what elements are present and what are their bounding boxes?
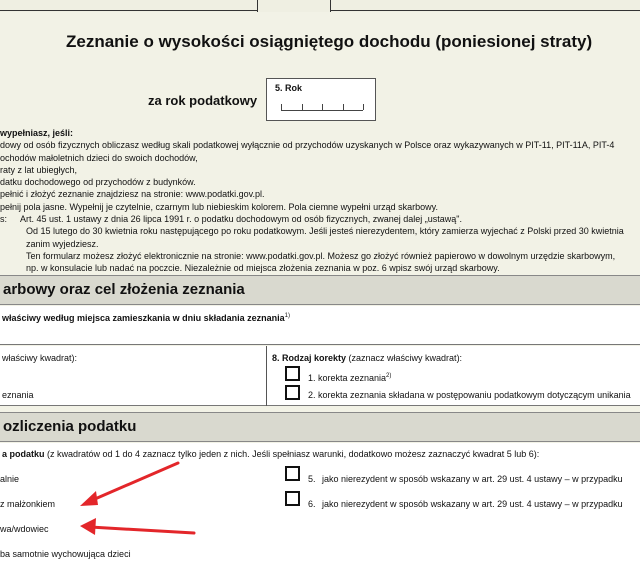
top-border-left <box>0 10 258 11</box>
year-label: za rok podatkowy <box>148 93 258 108</box>
arrow-to-opt3 <box>80 518 194 535</box>
method-opt6-num: 6. <box>308 499 316 509</box>
purpose-label: właściwy kwadrat): <box>2 353 78 363</box>
method-opt-4: ba samotnie wychowująca dzieci <box>0 549 131 559</box>
correction-label: 8. Rodzaj korekty (zaznacz właściwy kwadrat): <box>272 353 463 363</box>
tax-office-field[interactable] <box>0 306 640 345</box>
correction-opt2-checkbox[interactable] <box>285 385 300 400</box>
method-opt-1: alnie <box>0 474 20 484</box>
info-block <box>0 127 640 275</box>
method-opt-2: z małżonkiem <box>0 499 56 509</box>
form-title: Zeznanie o wysokości osiągniętego dochodu (poniesionej straty) <box>66 32 593 51</box>
info-prefix: s: <box>0 214 8 225</box>
section-b-heading: ozliczenia podatku <box>0 412 640 442</box>
purpose-row <box>0 346 640 406</box>
year-field-ticks <box>281 105 363 111</box>
info-line: dowy od osób fizycznych obliczasz według skali podatkowej wyłącznie od przychodów uzyskanych w Polsce oraz wykazywanych w PIT-11, PIT-11A, PIT-4 <box>0 140 615 151</box>
method-opt5-num: 5. <box>308 474 316 484</box>
section-a-heading: arbowy oraz cel złożenia zeznania <box>0 275 640 305</box>
info-line: datku dochodowego od przychodów z budynków. <box>0 177 196 188</box>
annotation-arrows <box>60 455 200 545</box>
method-opt5-label: jako nierezydent w sposób wskazany w art. 29 ust. 4 ustawy – w przypadku <box>322 474 623 484</box>
purpose-option: eznania <box>2 390 34 400</box>
arrow-to-opt2 <box>80 463 178 506</box>
info-line: Od 15 lutego do 30 kwietnia roku następującego po roku podatkowym. Jeśli jesteś nierezydentem, który zamierza wyjechać z Polski przed 30 kwietnia <box>26 226 624 237</box>
method-opt5-checkbox[interactable] <box>285 466 300 481</box>
info-line-text: Art. 45 ust. 1 ustawy z dnia 26 lipca 1991 r. o podatku dochodowym od osób fizycznych, zwanej dalej „ustawą". <box>20 214 462 225</box>
top-border-right <box>330 10 640 11</box>
correction-opt2-label: 2. korekta zeznania składana w postępowaniu podatkowym dotyczącym unikania <box>308 390 631 400</box>
purpose-divider <box>266 346 267 406</box>
method-label: a podatku (z kwadratów od 1 do 4 zaznacz tylko jeden z nich. Jeśli spełniasz warunki, dodatkowo możesz zaznaczyć kwadrat 5 lub 6): <box>2 449 540 459</box>
info-line: ochodów małoletnich dzieci do swoich dochodów, <box>0 152 198 163</box>
year-field[interactable] <box>266 78 376 121</box>
method-opt6-checkbox[interactable] <box>285 491 300 506</box>
correction-opt1-label: 1. korekta zeznania$^{2)}$ <box>308 373 392 383</box>
info-line <box>0 213 640 225</box>
info-line: zanim wyjedziesz. <box>26 238 99 249</box>
year-field-label: 5. Rok <box>275 83 303 93</box>
correction-opt1-checkbox[interactable] <box>285 366 300 381</box>
info-line: pełnić i złożyć zeznanie znajdziesz na stronie: www.podatki.gov.pl. <box>0 189 265 200</box>
method-opt-3: wa/wdowiec <box>0 524 49 534</box>
info-line: np. w konsulacie lub nadać na poczcie. Niezależnie od miejsca złożenia zeznania w poz. 6 wpisz swój urząd skarbowy. <box>26 263 500 274</box>
info-line: wypełniasz, jeśli: <box>0 128 74 138</box>
method-opt6-label: jako nierezydent w sposób wskazany w art. 29 ust. 4 ustawy – w przypadku <box>322 499 623 509</box>
top-divider <box>257 0 258 12</box>
info-line: pełnij pola jasne. Wypełnij je czytelnie, czarnym lub niebieskim kolorem. Pola ciemne wypełni urząd skarbowy. <box>0 201 438 212</box>
tax-office-label: właściwy według miejsca zamieszkania w dniu składania zeznania$^{1)}$ <box>2 313 290 323</box>
info-line: raty z lat ubiegłych, <box>0 164 78 175</box>
info-line: Ten formularz możesz złożyć elektronicznie na stronie: www.podatki.gov.pl. Możesz go złożyć również papierowo w dowolnym urzędzie skarbowym, <box>26 250 616 261</box>
